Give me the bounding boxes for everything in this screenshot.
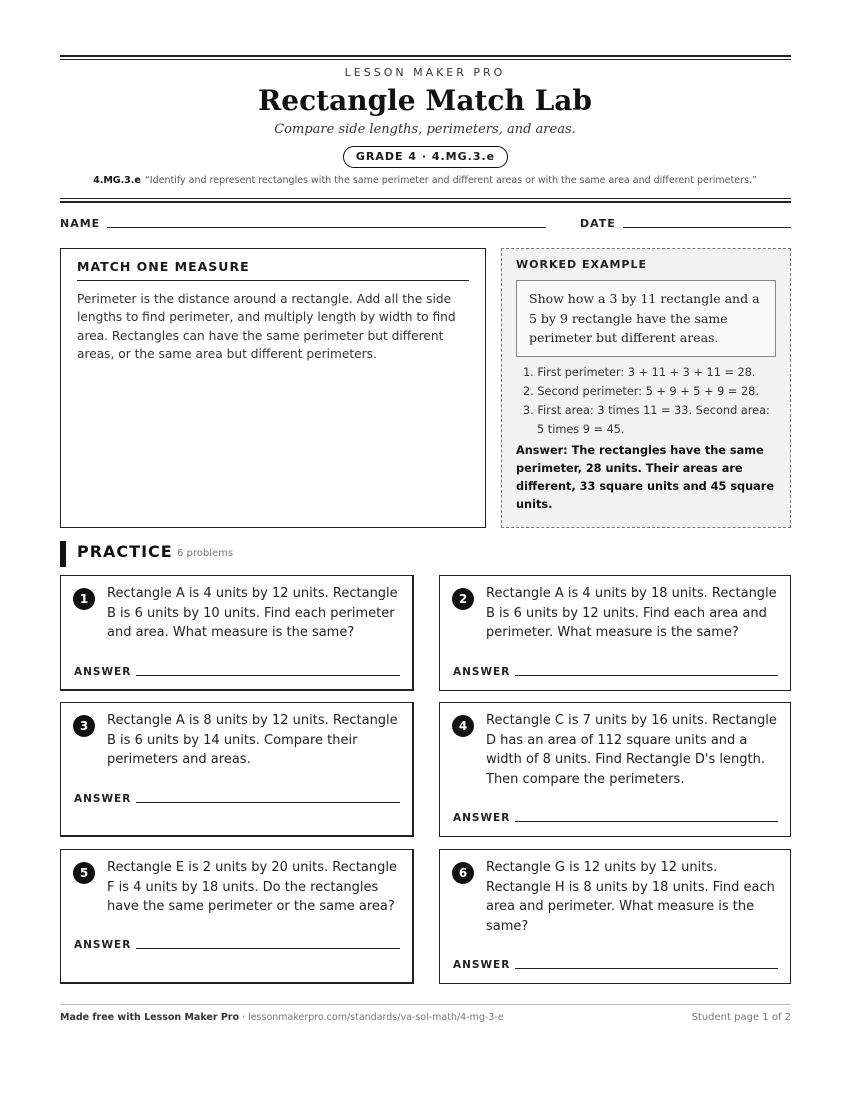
page-title: Rectangle Match Lab [258,84,592,117]
page-subtitle: Compare side lengths, perimeters, and areas. [274,122,576,137]
date-label: DATE [580,217,616,230]
worked-example-step: 2. Second perimeter: 5 + 9 + 5 + 9 = 28. [523,384,759,398]
problem-text: Rectangle G is 12 units by 12 units. Rectangle H is 8 units by 18 units. Find each area and perimeter. What measure is the same? [486,860,775,934]
problem-text: Rectangle A is 8 units by 12 units. Rectangle B is 6 units by 14 units. Compare their perimeters and areas. [107,713,398,768]
problem-card-4 [439,702,791,837]
answer-field[interactable] [136,948,400,949]
header-rule-top-2 [60,59,791,60]
standard-code: 4.MG.3.e [93,175,141,186]
answer-field[interactable] [136,802,400,803]
answer-label: ANSWER [74,939,132,951]
standard-text: “Identify and represent rectangles with the same perimeter and different areas or with the same area and different perimeters.” [144,175,757,186]
answer-label: ANSWER [74,666,132,678]
worked-example-prompt: Show how a 3 by 11 rectangle and a 5 by 9 rectangle have the same perimeter but different areas. [516,280,776,357]
name-field[interactable] [107,227,546,228]
answer-label: ANSWER [453,666,511,678]
problem-number: 2 [452,588,474,610]
worked-example-step: 1. First perimeter: 3 + 11 + 3 + 11 = 28. [523,365,756,379]
answer-label: ANSWER [74,793,132,805]
footer-url[interactable]: · lessonmakerpro.com/standards/va-sol-math/4-mg-3-e [239,1012,504,1023]
problem-text: Rectangle A is 4 units by 18 units. Rectangle B is 6 units by 12 units. Find each area and perimeter. What measure is the same? [486,586,777,641]
problem-number: 5 [73,862,95,884]
footer-made-with: Made free with Lesson Maker Pro [60,1012,240,1023]
answer-field[interactable] [515,675,778,676]
worked-example-box [501,248,791,528]
problem-number: 4 [452,715,474,737]
concept-box [60,248,486,528]
problem-number: 1 [73,588,95,610]
problem-text: Rectangle E is 2 units by 20 units. Rectangle F is 4 units by 18 units. Do the rectangles have the same perimeter or the same area? [107,860,397,915]
worked-example-title: WORKED EXAMPLE [516,258,647,271]
name-label: NAME [60,217,101,230]
concept-body: Perimeter is the distance around a rectangle. Add all the side lengths to find perimeter, and multiply length by width to find area. Rectangles can have the same perimeter but different areas, or the same area but different perimeters. [77,292,456,361]
grade-badge: GRADE 4 · 4.MG.3.e [343,146,508,168]
worked-example-step: 3. First area: 3 times 11 = 33. Second area: 5 times 9 = 45. [523,403,770,436]
practice-count: 6 problems [177,548,234,559]
header-rule-bottom-2 [60,201,791,203]
practice-title: PRACTICE [77,542,173,561]
problem-text: Rectangle C is 7 units by 16 units. Rectangle D has an area of 112 square units and a width of 8 units. Find Rectangle D's length. Then compare the perimeters. [486,713,777,787]
answer-label: ANSWER [453,812,511,824]
problem-number: 3 [73,715,95,737]
answer-field[interactable] [515,821,778,822]
worked-example-steps [516,363,776,439]
worked-example-answer: Answer: The rectangles have the same perimeter, 28 units. Their areas are different, 33 square units and 45 square units. [516,443,775,511]
problem-card-1 [60,575,414,691]
answer-field[interactable] [136,675,400,676]
header-rule-top-1 [60,55,791,57]
problem-card-2 [439,575,791,691]
standard-statement [0,175,850,186]
footer-rule [60,1004,791,1005]
problem-text: Rectangle A is 4 units by 12 units. Rectangle B is 6 units by 10 units. Find each perimeter and area. What measure is the same? [107,586,398,641]
concept-title: MATCH ONE MEASURE [77,259,469,281]
footer-credit [60,1012,504,1023]
answer-label: ANSWER [453,959,511,971]
footer-page-number: Student page 1 of 2 [691,1012,791,1023]
problem-card-3 [60,702,414,837]
header-rule-bottom-1 [60,198,791,199]
practice-accent-bar [60,541,66,567]
brand-name: LESSON MAKER PRO [344,66,506,79]
answer-field[interactable] [515,968,778,969]
problem-card-5 [60,849,414,984]
date-field[interactable] [623,227,791,228]
problem-number: 6 [452,862,474,884]
problem-card-6 [439,849,791,984]
